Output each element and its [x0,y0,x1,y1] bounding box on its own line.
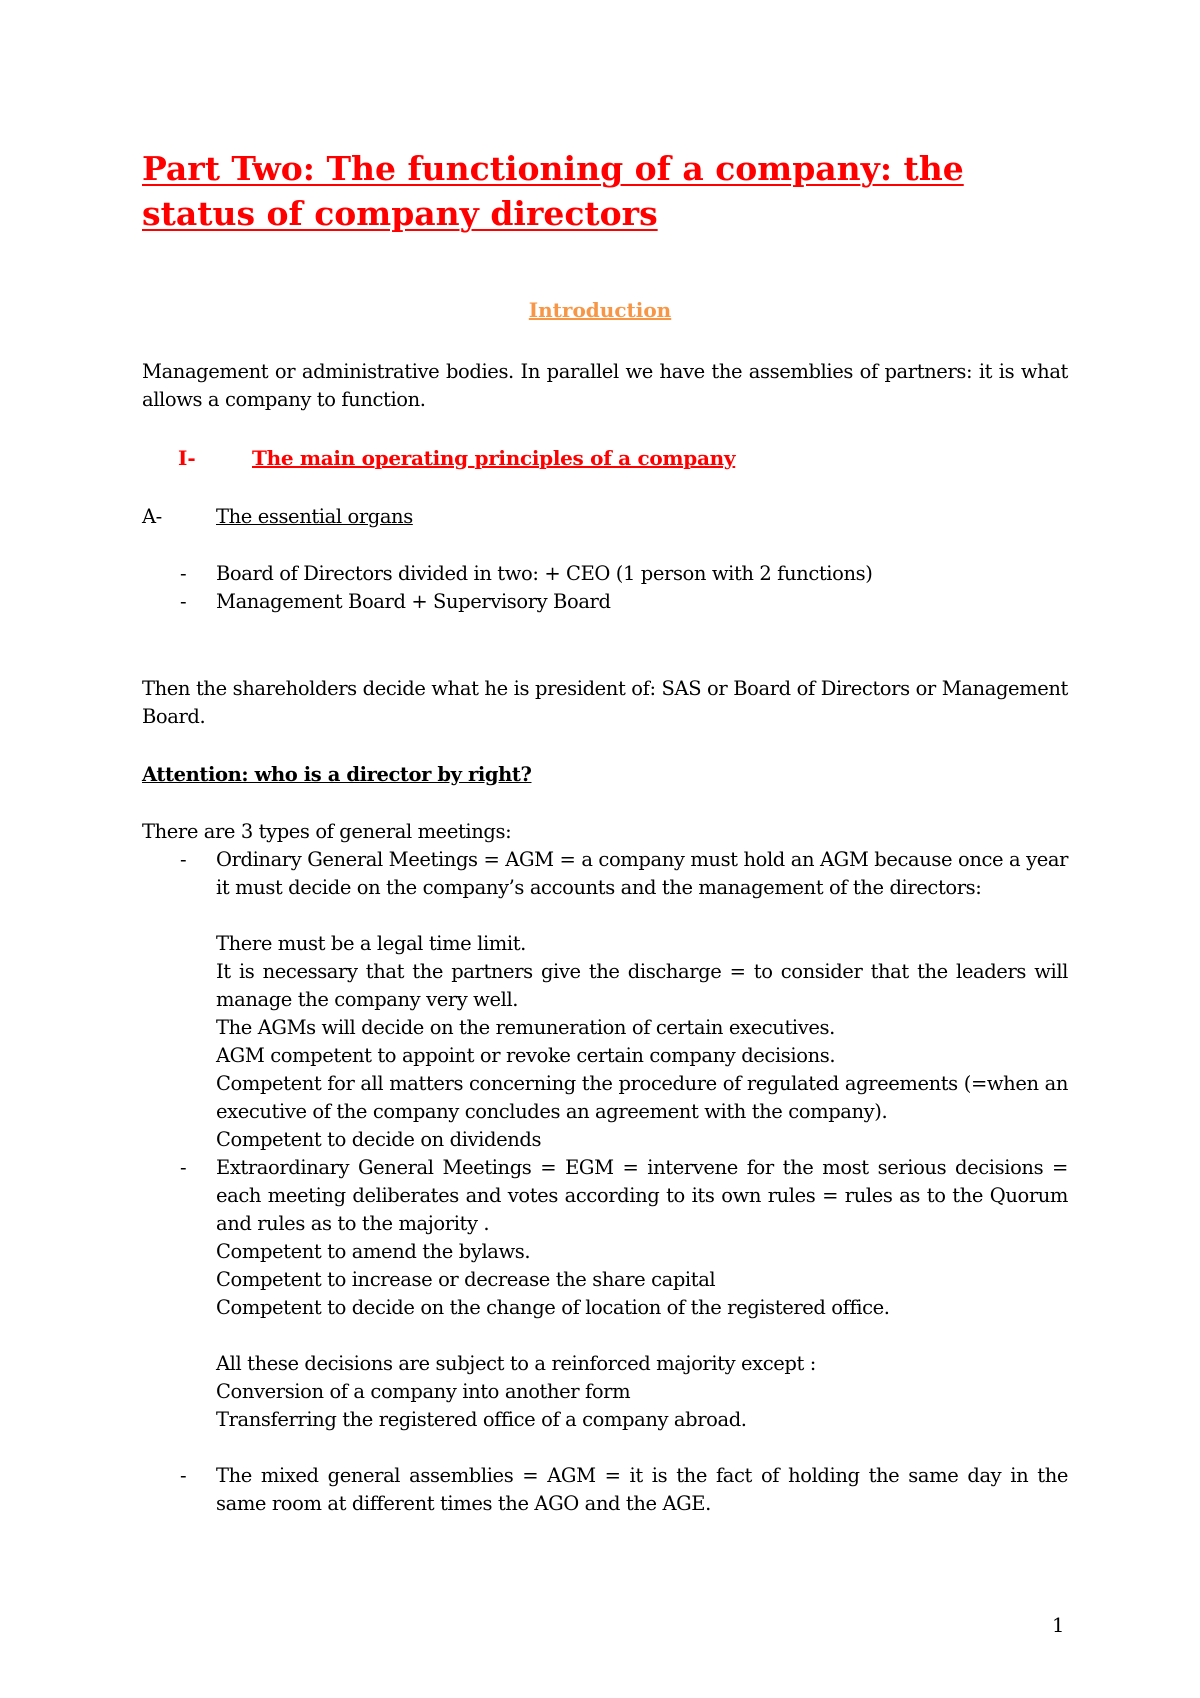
bullet-dash: - [180,1156,187,1179]
ordinary-line: The AGMs will decide on the remuneration of certain executives. [216,1016,835,1039]
meetings-intro: There are 3 types of general meetings: [142,820,512,843]
ordinary-line: There must be a legal time limit. [216,932,526,955]
subsection-heading: The essential organs [216,505,413,528]
bullet-dash: - [180,1464,187,1487]
extraordinary-meetings-item: Extraordinary General Meetings = EGM = intervene for the most serious decisions = each meeting deliberates and votes according to its own rules = rules as to the Quorum and rules as to the majority . [216,1156,1068,1235]
ordinary-line: Competent for all matters concerning the procedure of regulated agreements (=when an executive of the company concludes an agreement with the company). [216,1072,1068,1123]
exception-line: Conversion of a company into another form [216,1380,631,1403]
introduction-heading: Introduction [528,298,672,322]
attention-heading: Attention: who is a director by right? [142,763,532,786]
section-heading: The main operating principles of a company [252,446,736,470]
mixed-assemblies-item: The mixed general assemblies = AGM = it is the fact of holding the same day in the same room at different times the AGO and the AGE. [216,1464,1068,1515]
subject-line: All these decisions are subject to a reinforced majority except : [216,1352,816,1375]
subsection-label: A- [142,505,162,528]
exception-line: Transferring the registered office of a company abroad. [216,1408,747,1431]
page-number: 1 [1052,1614,1065,1637]
ordinary-line: AGM competent to appoint or revoke certain company decisions. [216,1044,836,1067]
page-title: Part Two: The functioning of a company: the status of company directors [142,149,964,233]
list-item: Management Board + Supervisory Board [216,590,611,613]
intro-paragraph: Management or administrative bodies. In parallel we have the assemblies of partners: it is what allows a company to function. [142,360,1068,411]
list-item: Board of Directors divided in two: + CEO (1 person with 2 functions) [216,562,873,585]
extraordinary-line: Competent to decide on the change of location of the registered office. [216,1296,890,1319]
bullet-dash: - [180,562,187,585]
bullet-dash: - [180,848,187,871]
ordinary-meetings-item: Ordinary General Meetings = AGM = a company must hold an AGM because once a year it must decide on the company’s accounts and the management of the directors: [216,848,1068,899]
extraordinary-line: Competent to increase or decrease the share capital [216,1268,716,1291]
section-number: I- [178,446,196,470]
ordinary-line: It is necessary that the partners give the discharge = to consider that the leaders will manage the company very well. [216,960,1068,1011]
ordinary-line: Competent to decide on dividends [216,1128,542,1151]
extraordinary-line: Competent to amend the bylaws. [216,1240,531,1263]
shareholders-paragraph: Then the shareholders decide what he is president of: SAS or Board of Directors or Management Board. [142,677,1068,728]
bullet-dash: - [180,590,187,613]
